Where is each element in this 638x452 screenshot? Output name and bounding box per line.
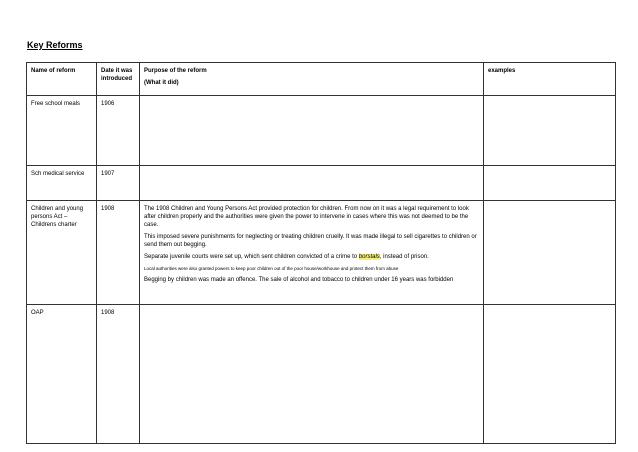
reforms-table bbox=[26, 62, 616, 444]
cell-name: OAP bbox=[27, 305, 97, 444]
purpose-paragraph: Local authorities were also granted powers to keep poor children out of the poor house/workhouse and protect them from abuse bbox=[144, 266, 399, 271]
cell-date: 1908 bbox=[97, 305, 140, 444]
header-purpose bbox=[140, 63, 484, 96]
page-heading: Key Reforms bbox=[27, 40, 83, 50]
highlighted-term: borstals bbox=[358, 254, 380, 260]
cell-name: Sch medical service bbox=[27, 166, 97, 201]
cell-date: 1908 bbox=[97, 201, 140, 305]
table-row bbox=[27, 96, 616, 166]
cell-examples bbox=[484, 96, 616, 166]
header-purpose-title: Purpose of the reform bbox=[144, 68, 207, 74]
purpose-text: , instead of prison. bbox=[379, 254, 429, 260]
purpose-paragraph: This imposed severe punishments for neglecting or treating children cruelly. It was made illegal to sell cigarettes to children or send them out begging. bbox=[144, 234, 477, 248]
purpose-paragraph: The 1908 Children and Young Persons Act provided protection for children. From now on it was a legal requirement to look after children properly and the authorities were given the power to intervene in cases where this was not deemed to be the case. bbox=[144, 206, 469, 228]
header-date: Date it was introduced bbox=[97, 63, 140, 96]
header-name: Name of reform bbox=[27, 63, 97, 96]
header-examples: examples bbox=[484, 63, 616, 96]
cell-examples bbox=[484, 201, 616, 305]
table-row bbox=[27, 201, 616, 305]
cell-date: 1907 bbox=[97, 166, 140, 201]
table-row bbox=[27, 305, 616, 444]
table-row bbox=[27, 166, 616, 201]
purpose-text: Separate juvenile courts were set up, which sent children convicted of a crime to bbox=[144, 254, 359, 260]
cell-purpose bbox=[140, 96, 484, 166]
cell-examples bbox=[484, 166, 616, 201]
cell-purpose bbox=[140, 305, 484, 444]
cell-purpose bbox=[140, 166, 484, 201]
cell-examples bbox=[484, 305, 616, 444]
cell-name: Free school meals bbox=[27, 96, 97, 166]
header-purpose-sub: (What it did) bbox=[144, 80, 179, 86]
table-header-row bbox=[27, 63, 616, 96]
cell-purpose bbox=[140, 201, 484, 305]
cell-name: Children and young persons Act –Childrens charter bbox=[27, 201, 97, 305]
cell-date: 1906 bbox=[97, 96, 140, 166]
purpose-paragraph bbox=[144, 253, 479, 261]
purpose-paragraph: Begging by children was made an offence. The sale of alcohol and tobacco to children under 16 years was forbidden bbox=[144, 277, 454, 283]
